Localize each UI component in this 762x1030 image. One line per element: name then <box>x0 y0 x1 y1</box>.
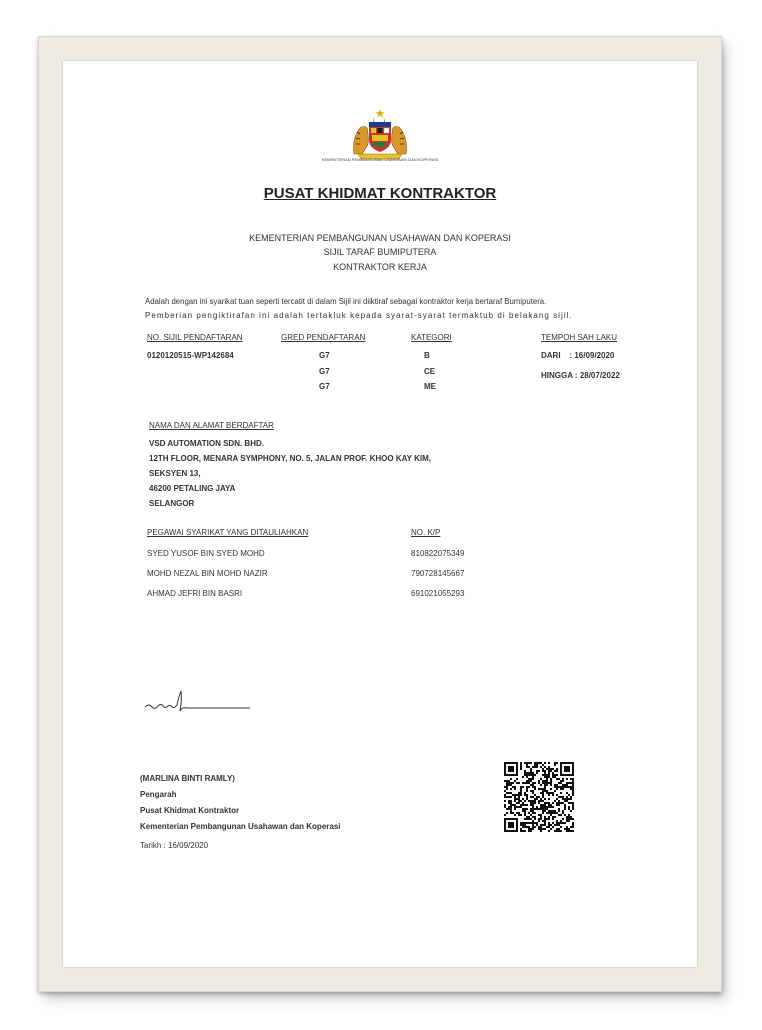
certificate-paper <box>63 61 697 967</box>
header-kategori: KATEGORI <box>411 333 452 342</box>
malaysia-coat-of-arms-icon <box>348 108 412 162</box>
signatory-position: Pengarah <box>140 790 177 799</box>
category-2: CE <box>424 367 436 376</box>
signatory-department: Pusat Khidmat Kontraktor <box>140 806 240 815</box>
address-line-1: 12TH FLOOR, MENARA SYMPHONY, NO. 5, JALAN PROF. KHOO KAY KIM, <box>149 454 431 463</box>
category-3: ME <box>424 382 436 391</box>
handwritten-signature <box>143 689 255 715</box>
category-1: B <box>424 351 430 360</box>
certificate-date: Tarikh : 16/09/2020 <box>140 841 209 850</box>
company-name: VSD AUTOMATION SDN. BHD. <box>149 439 264 448</box>
officer-ic-2: 790728145667 <box>411 569 465 578</box>
signatory-name: (MARLINA BINTI RAMLY) <box>140 774 235 783</box>
grade-3: G7 <box>319 382 330 391</box>
header-gred: GRED PENDAFTARAN <box>281 333 366 342</box>
ic-heading: NO. K/P <box>411 528 441 537</box>
officer-name-3: AHMAD JEFRI BIN BASRI <box>147 589 243 598</box>
registration-number: 0120120515-WP142684 <box>147 351 234 360</box>
address-line-3: 46200 PETALING JAYA <box>149 484 236 493</box>
officer-name-1: SYED YUSOF BIN SYED MOHD <box>147 549 265 558</box>
validity-to: HINGGA : 28/07/2022 <box>541 371 620 380</box>
grade-1: G7 <box>319 351 330 360</box>
signatory-ministry: Kementerian Pembangunan Usahawan dan Koperasi <box>140 822 341 831</box>
validity-from: DARI : 16/09/2020 <box>541 351 615 360</box>
address-heading: NAMA DAN ALAMAT BERDAFTAR <box>149 421 274 430</box>
certificate-type: SIJIL TARAF BUMIPUTERA <box>323 247 437 257</box>
contractor-category: KONTRAKTOR KERJA <box>333 262 427 272</box>
address-line-2: SEKSYEN 13, <box>149 469 201 478</box>
crest-caption: KEMENTERIAN PEMBANGUNAN USAHAWAN DAN KOPERASI <box>321 157 439 162</box>
ministry-name: KEMENTERIAN PEMBANGUNAN USAHAWAN DAN KOPERASI <box>249 233 511 243</box>
qr-code-icon <box>504 762 574 832</box>
officer-name-2: MOHD NEZAL BIN MOHD NAZIR <box>147 569 268 578</box>
intro-line-1: Adalah dengan ini syarikat tuan seperti tercatit di dalam Sijil ini diiktiraf sebagai kontraktor kerja bertaraf Bumiputera. <box>145 297 547 306</box>
page-title: PUSAT KHIDMAT KONTRAKTOR <box>263 185 497 202</box>
certificate-frame <box>38 36 722 992</box>
intro-line-2: Pemberian pengiktirafan ini adalah tertakluk kepada syarat-syarat termaktub di belakang sijil. <box>145 311 573 320</box>
grade-2: G7 <box>319 367 330 376</box>
officer-ic-1: 810822075349 <box>411 549 465 558</box>
address-line-4: SELANGOR <box>149 499 195 508</box>
officers-heading: PEGAWAI SYARIKAT YANG DITAULIAHKAN <box>147 528 309 537</box>
header-no-sijil: NO. SIJIL PENDAFTARAN <box>147 333 243 342</box>
officer-ic-3: 691021055293 <box>411 589 465 598</box>
header-tempoh: TEMPOH SAH LAKU <box>541 333 618 342</box>
